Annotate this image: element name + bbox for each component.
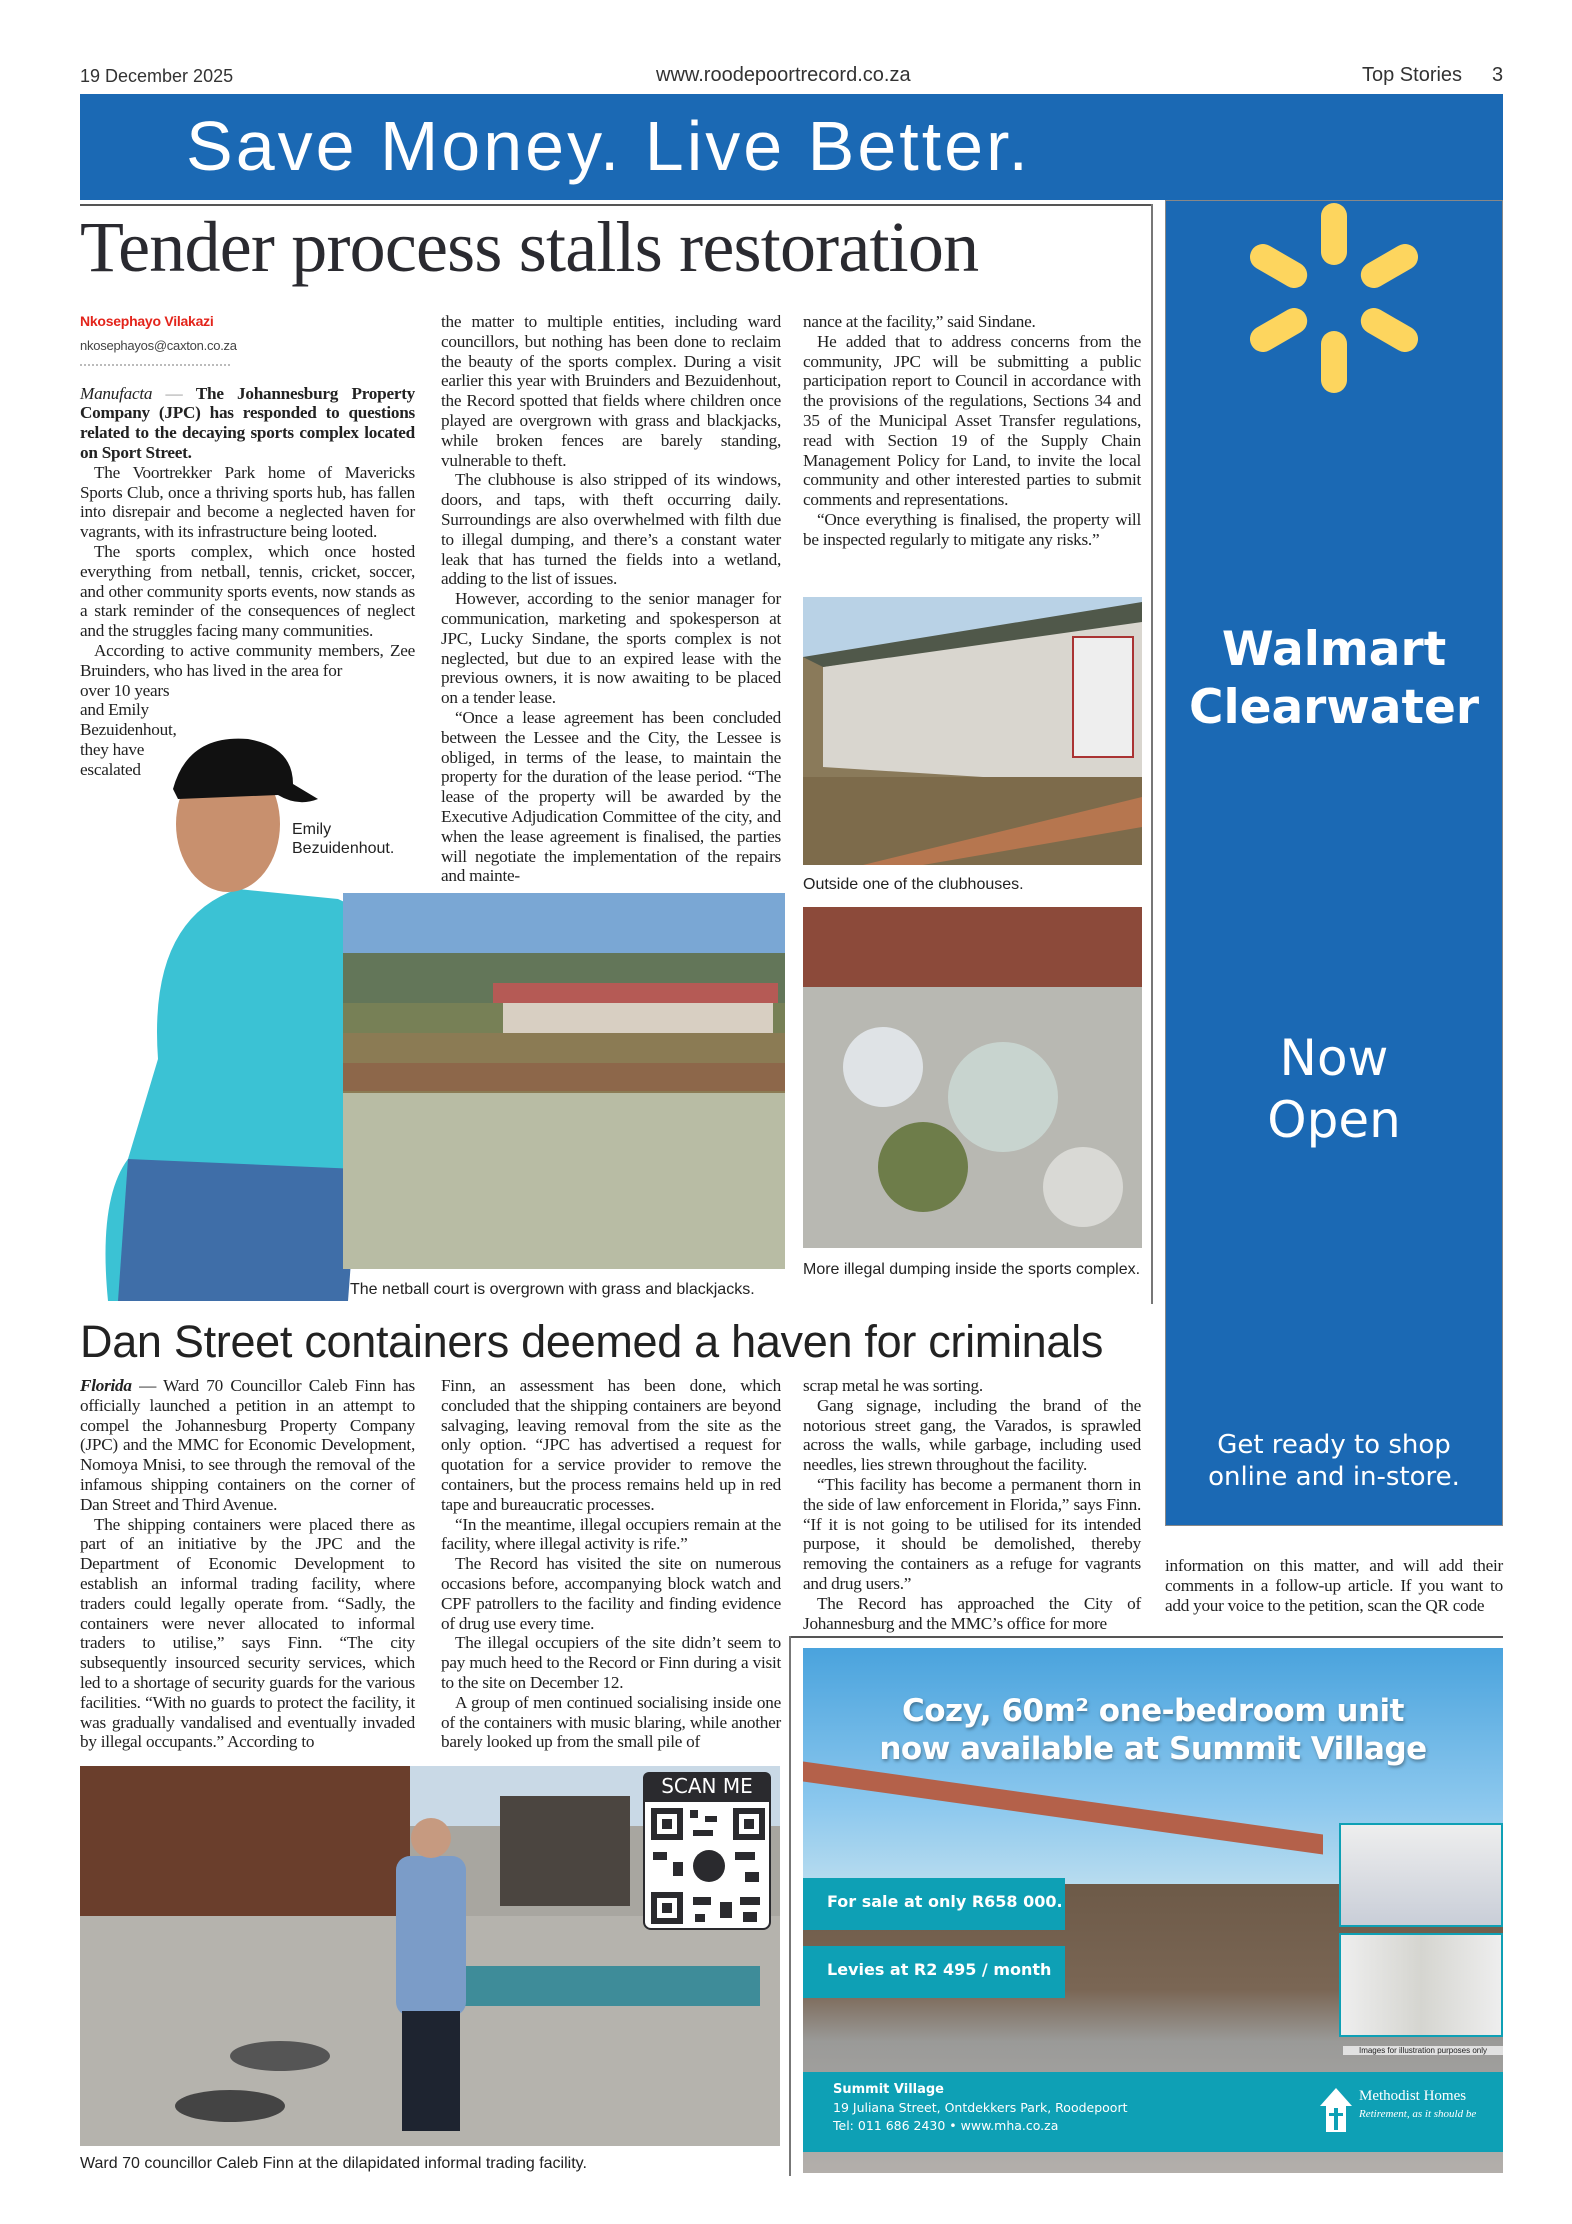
lead-text: The Johannesburg Property Company (JPC) has responded to questions related to the decaying sports complex located on Sport Street. [80, 383, 416, 462]
price-label: For sale at only R658 000. [803, 1878, 1065, 1930]
photo-caption: Emily Bezuidenhout. [292, 821, 395, 857]
ad-headline-line-1: Cozy, 60m² one-bedroom unit [902, 1693, 1404, 1729]
paragraph: nance at the facility,” said Sindane. [803, 312, 1036, 331]
paragraph-text: Ward 70 Councillor Caleb Finn has officially launched a petition in an attempt to compel the Johannesburg Property Company (JPC) and the MMC for Economic Development, Nomoya Mnisi, to see through the removal of the infamous shipping containers on the corner of Dan Street and Third Avenue. [80, 1376, 415, 1514]
divider [80, 364, 230, 366]
open-text: Open [1267, 1091, 1401, 1149]
paragraph: According to active community members, Zee Bruinders, who has lived in the area for [80, 640, 415, 680]
paragraph: scrap metal he was sorting. [803, 1376, 983, 1395]
article-column-1 [80, 312, 415, 780]
roof-graphic [803, 1761, 1323, 1854]
hallway-photo [1339, 1933, 1503, 2037]
ad-headline-line-2: now available at Summit Village [879, 1731, 1427, 1767]
store-name-line-1: Walmart [1221, 622, 1447, 677]
paragraph: He added that to address concerns from the community, JPC will be submitting a public participation report to Council in accordance with the provisions of the regulations, Sections 34 and 35 of the Municipal Asset Transfer regulations, read with Section 19 of the Supply Chain Management Policy for Land, to invite the local community and other interested parties to submit comments and representations. [803, 331, 1141, 510]
bedroom-photo [1339, 1823, 1503, 1927]
article-column-3 [803, 1376, 1141, 1633]
paragraph: Finn, an assessment has been done, which concluded that the shipping containers are beyond salvaging, leaving removal from the site as the only option. “JPC has advertised a request for quotation for a service provider to remove the containers, but the process remains held up in red tape and bureaucratic processes. [441, 1376, 781, 1514]
store-name-line-2: Clearwater [1188, 680, 1480, 735]
contact[interactable]: Tel: 011 686 2430 • www.mha.co.za [833, 2118, 1059, 2133]
article-headline: Tender process stalls restoration [80, 207, 979, 287]
qr-code-block[interactable] [643, 1772, 771, 1930]
issue-date: 19 December 2025 [80, 66, 234, 86]
section-name: Top Stories [1362, 64, 1463, 86]
byline-name: Nkosephayo Vilakazi [80, 313, 214, 329]
divider [1151, 204, 1153, 1304]
methodist-homes-logo-icon [1318, 2086, 1354, 2134]
paragraph: “Once a lease agreement has been concluded between the Lessee and the City, the Lessee is obliged, in terms of the lease, to maintain the property for the duration of the lease period. “The lease of the property will be awarded by the Executive Adjudication Committee of the city, and when the lease agreement is finalised, the parties will negotiate the implementation of the repairs and mainte- [441, 707, 781, 886]
website-url[interactable]: www.roodepoortrecord.co.za [656, 64, 911, 86]
paragraph: However, according to the senior manager for communication, marketing and spokesperson at JPC, Lucky Sindane, the sports complex is not neglected, but due to an expired lease with the previous owners, it is now awaiting to be placed on a tender lease. [441, 589, 781, 708]
store-name [1166, 621, 1502, 737]
photo-illegal-dumping [803, 907, 1142, 1248]
page-number: 3 [1492, 64, 1504, 86]
dateline: Manufacta [80, 383, 153, 403]
brand-tagline: Retirement, as it should be [1359, 2108, 1477, 2120]
photo-caption: Ward 70 councillor Caleb Finn at the dilapidated informal trading facility. [80, 2155, 587, 2172]
address: 19 Juliana Street, Ontdekkers Park, Roodepoort [833, 2100, 1128, 2115]
dateline: Florida [80, 1376, 132, 1395]
tagline-line-2: online and in-store. [1208, 1462, 1460, 1492]
paragraph: The Record has visited the site on numerous occasions before, accompanying block watch and CPF patrollers to the facility and finding evidence of drug use every time. [441, 1554, 781, 1633]
photo-clubhouse [803, 597, 1142, 865]
photo-caption: Outside one of the clubhouses. [803, 876, 1024, 893]
photo-netball-court [343, 893, 785, 1269]
walmart-banner-ad[interactable] [80, 94, 1503, 200]
brand-name: Methodist Homes [1359, 2088, 1467, 2104]
paragraph: The illegal occupiers of the site didn’t seem to pay much heed to the Record or Finn during a visit to the site on December 12. [441, 1633, 781, 1692]
byline-email[interactable]: nkosephayos@caxton.co.za [80, 337, 237, 353]
article-column-1 [80, 1376, 415, 1752]
article-column-2 [441, 312, 781, 886]
banner-slogan: Save Money. Live Better. [186, 107, 1032, 185]
paragraph: The sports complex, which once hosted everything from netball, tennis, cricket, soccer, and other community sports events, now stands as a stark reminder of the consequences of neglect and the struggles facing many communities. [80, 541, 415, 641]
walmart-clearwater-ad[interactable] [1165, 200, 1503, 1526]
divider [789, 1636, 791, 2176]
ad-tagline [1166, 1429, 1502, 1493]
article-column-2 [441, 1376, 781, 1752]
photo-caption: The netball court is overgrown with grass and blackjacks. [350, 1281, 755, 1298]
paragraph: “Once everything is finalised, the property will be inspected regularly to mitigate any risks.” [803, 509, 1141, 549]
divider [790, 1636, 1503, 1638]
qr-code-icon[interactable] [643, 1800, 771, 1930]
paragraph: “In the meantime, illegal occupiers remain at the facility, where illegal activity is rife.” [441, 1514, 781, 1554]
paragraph: Florida — Ward 70 Councillor Caleb Finn has officially launched a petition in an attempt to compel the Johannesburg Property Company (JPC) and the MMC for Economic Development, Nomoya Mnisi, to see through the removal of the infamous shipping containers on the corner of Dan Street and Third Avenue. [80, 1376, 415, 1514]
disclaimer: Images for illustration purposes only [1343, 2046, 1503, 2055]
summit-village-ad[interactable] [803, 1648, 1503, 2173]
ad-headline [803, 1692, 1503, 1768]
article-column-3 [803, 312, 1141, 550]
lead-paragraph: Manufacta — The Johannesburg Property Company (JPC) has responded to questions related to the decaying sports complex located on Sport Street. [80, 383, 416, 462]
levies-label: Levies at R2 495 / month [803, 1946, 1065, 1998]
article-headline: Dan Street containers deemed a haven for criminals [80, 1316, 1104, 1367]
scan-me-label: SCAN ME [643, 1772, 771, 1800]
paragraph: The Record has approached the City of Johannesburg and the MMC’s office for more [803, 1593, 1141, 1633]
walmart-spark-icon [1166, 201, 1504, 401]
now-open [1166, 1027, 1502, 1151]
paragraph: The Voortrekker Park home of Mavericks Sports Club, once a thriving sports hub, has fallen into disrepair and become a neglected haven for vagrants, with its infrastructure being looted. [80, 462, 415, 542]
paragraph: information on this matter, and will add their comments in a follow-up article. If you want to add your voice to the petition, scan the QR code [1165, 1556, 1503, 1615]
paragraph: The clubhouse is also stripped of its windows, doors, and taps, with theft occurring daily. Surroundings are also overwhelmed with filth due to illegal dumping, and there’s a constant water leak that has turned the fields into a wetland, adding to the list of issues. [441, 470, 781, 589]
ad-footer [803, 2072, 1503, 2152]
paragraph: the matter to multiple entities, including ward councillors, but nothing has been done to reclaim the beauty of the sports complex. During a visit earlier this year with Bruinders and Bezuidenhout, the Record spotted that fields where children once played are overgrown with grass and blackjacks, while broken fences are barely standing, vulnerable to theft. [441, 312, 781, 470]
paragraph: “This facility has become a permanent thorn in the side of law enforcement in Florida,” says Finn. “If it is not going to be utilised for its intended purpose, it should be demolished, thereby removing the containers as a refuge for vagrants and drug users.” [803, 1474, 1141, 1593]
paragraph: over 10 years and Emily Bezuidenhout, they have escalated [80, 680, 177, 779]
paragraph: The shipping containers were placed there as part of an initiative by the JPC and the Department of Economic Development to establish an informal trading facility, where traders could legally operate from. “Sadly, the containers were never allocated to informal traders to utilise,” says Finn. “The city subsequently insourced security services, which led to a shortage of security guards for the various facilities. “With no guards to protect the facility, it was gradually vandalised and eventually invaded by illegal occupants.” According to [80, 1514, 415, 1752]
article-column-4 [1165, 1556, 1503, 1615]
place-name: Summit Village [833, 2082, 945, 2097]
paragraph: A group of men continued socialising inside one of the containers with music blaring, while another barely looked up from the small pile of [441, 1692, 781, 1752]
tagline-line-1: Get ready to shop [1217, 1430, 1451, 1460]
photo-caption: More illegal dumping inside the sports complex. [803, 1261, 1141, 1278]
now-text: Now [1279, 1029, 1389, 1087]
paragraph: Gang signage, including the brand of the notorious street gang, the Varados, is sprawled across the walls, while garbage, including used needles, lies strewn throughout the facility. [803, 1395, 1141, 1475]
